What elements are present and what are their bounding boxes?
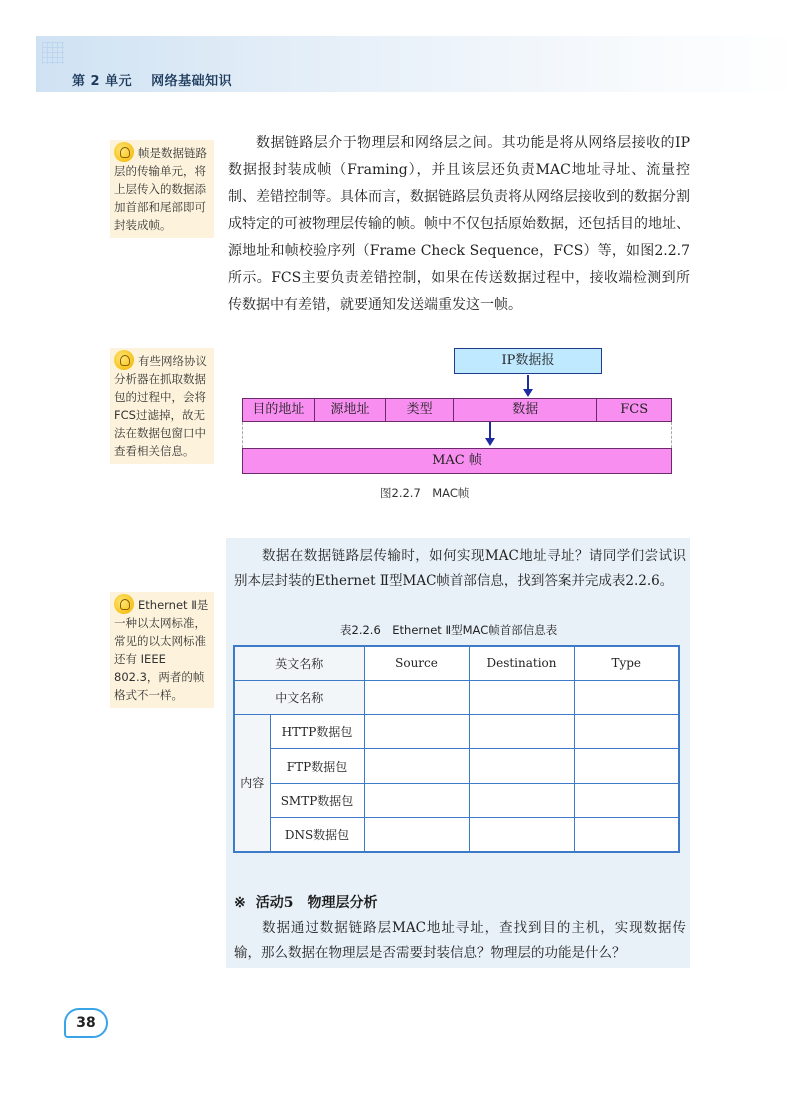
content-label: 内容: [234, 715, 270, 852]
main-paragraph: 数据链路层介于物理层和网络层之间。其功能是将从网络层接收的IP数据报封装成帧（Framing），并且该层还负责MAC地址寻址、流量控制、差错控制等。具体而言，数据链路层负责将从网络层接收到的数据分割成特定的可被物理层传输的帧。帧中不仅包括原始数据，还包括目的地址、源地址和帧校验序列（Frame Check Sequence，FCS）等，如图2.2.7所示。FCS主要负责差错控制，如果在传送数据过程中，接收端检测到所传数据中有差错，就要通知发送端重发这一帧。: [228, 135, 690, 313]
down-arrow-icon: [527, 375, 529, 391]
table-cell[interactable]: [574, 817, 679, 851]
note-text: Ethernet Ⅱ是一种以太网标准，常见的以太网标准还有 IEEE 802.3，两者的帧格式不一样。: [114, 598, 209, 702]
table-row: [234, 783, 679, 817]
table-row: [234, 715, 679, 749]
unit-name: 网络基础知识: [151, 74, 233, 89]
column-type: Type: [574, 646, 679, 680]
column-source: Source: [364, 646, 469, 680]
field-data: 数据: [454, 399, 597, 421]
table-cell[interactable]: [574, 680, 679, 714]
row-label-dns: DNS数据包: [270, 817, 364, 851]
ip-datagram-box: IP数据报: [454, 348, 602, 374]
reference-mark-icon: ※: [234, 895, 246, 911]
margin-note-frame: [110, 140, 214, 238]
table-cell[interactable]: [574, 715, 679, 749]
table-caption: 表2.2.6 Ethernet Ⅱ型MAC帧首部信息表: [340, 623, 558, 637]
table-cell[interactable]: [469, 783, 574, 817]
table-cell[interactable]: [364, 749, 469, 783]
mac-frame-bar: MAC 帧: [242, 448, 672, 474]
header-grid-decoration: [42, 42, 64, 64]
table-row: [234, 680, 679, 714]
unit-number: 第 2 单元: [72, 74, 133, 89]
margin-note-fcs: [110, 348, 214, 464]
table-row: [234, 646, 679, 680]
unit-title: [72, 70, 246, 89]
table-cell[interactable]: [364, 715, 469, 749]
column-destination: Destination: [469, 646, 574, 680]
header-chinese-name: 中文名称: [234, 680, 364, 714]
down-arrow-icon: [489, 422, 491, 440]
row-label-ftp: FTP数据包: [270, 749, 364, 783]
table-row: [234, 817, 679, 851]
note-text: 有些网络协议分析器在抓取数据包的过程中，会将FCS过滤掉，故无法在数据包窗口中查看相关信息。: [114, 354, 207, 458]
table-cell[interactable]: [364, 783, 469, 817]
table-row: [234, 749, 679, 783]
activity-5-title: 活动5 物理层分析: [255, 895, 378, 911]
activity-5-question: 数据通过数据链路层MAC地址寻址，查找到目的主机，实现数据传输，那么数据在物理层是否需要封装信息？物理层的功能是什么？: [234, 920, 686, 961]
field-src-address: 源地址: [315, 399, 387, 421]
table-cell[interactable]: [469, 817, 574, 851]
note-text: 帧是数据链路层的传输单元，将上层传入的数据添加首部和尾部即可封装成帧。: [114, 146, 207, 232]
table-cell[interactable]: [364, 680, 469, 714]
frame-fields: [242, 398, 672, 422]
table-cell[interactable]: [469, 749, 574, 783]
margin-note-ethernet: [110, 592, 214, 708]
table-cell[interactable]: [469, 680, 574, 714]
table-cell[interactable]: [574, 783, 679, 817]
field-fcs: FCS: [620, 402, 649, 417]
figure-caption: 图2.2.7 MAC帧: [380, 486, 470, 500]
row-label-http: HTTP数据包: [270, 715, 364, 749]
table-cell[interactable]: [364, 817, 469, 851]
lightbulb-icon: [114, 350, 134, 370]
activity-5-heading: [234, 892, 387, 912]
activity-intro: 数据在数据链路层传输时，如何实现MAC地址寻址？请同学们尝试识别本层封装的Ethernet Ⅱ型MAC帧首部信息，找到答案并完成表2.2.6。: [234, 548, 686, 589]
field-dest-address: 目的地址: [243, 399, 315, 421]
lightbulb-icon: [114, 594, 134, 614]
table-cell[interactable]: [574, 749, 679, 783]
field-type: 类型: [386, 399, 454, 421]
lightbulb-icon: [114, 142, 134, 162]
page-number: 38: [64, 1008, 108, 1038]
row-label-smtp: SMTP数据包: [270, 783, 364, 817]
mac-header-table: [233, 645, 680, 853]
mac-frame-diagram: [242, 348, 672, 476]
header-english-name: 英文名称: [234, 646, 364, 680]
table-cell[interactable]: [469, 715, 574, 749]
dashed-outline: [242, 422, 672, 448]
